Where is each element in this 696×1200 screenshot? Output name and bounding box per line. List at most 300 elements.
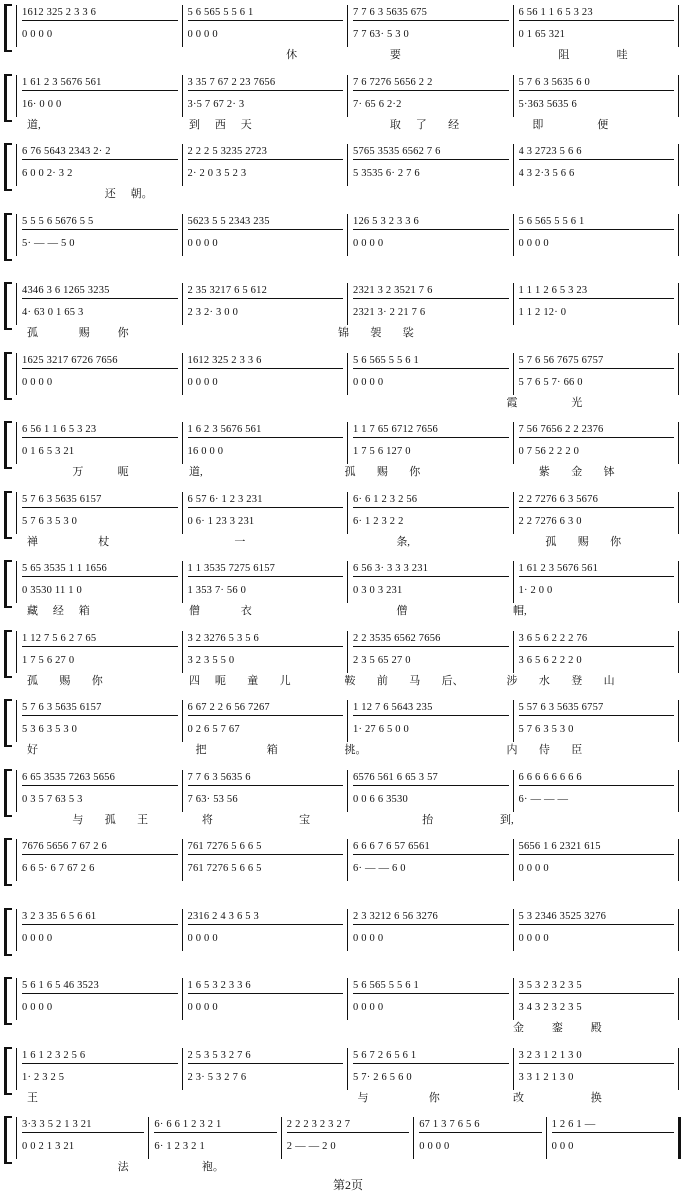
lyric-syllable: 赐 (376, 466, 388, 478)
lyric-syllable: 道, (26, 118, 41, 131)
barline (16, 214, 17, 256)
lyric-line (14, 813, 678, 827)
lyric-syllable: 了 (415, 118, 427, 131)
vocal-line (18, 1001, 680, 1017)
measure: 7 63· 53 56 (187, 793, 238, 805)
measure: 6 56 1 1 6 5 3 23 (519, 6, 675, 21)
measure: 0 1 65 321 (518, 29, 566, 40)
measure: 1 1 3535 7275 6157 (188, 562, 344, 577)
lyric-syllable: 僧 (396, 605, 408, 617)
measure: 6 56 1 1 6 5 3 23 (22, 423, 178, 438)
lyric-syllable: 你 (610, 535, 622, 548)
lyric-syllable: 万 (72, 466, 84, 478)
measure: 5 7 6 3 5635 6157 (22, 493, 178, 508)
measure: 2 35 3217 6 5 612 (188, 284, 344, 299)
lyric-syllable: 水 (538, 674, 550, 687)
measure: 4 3 2·3 5 6 6 (518, 168, 575, 179)
score-system (0, 141, 696, 207)
measure: 2 2 7276 6 3 0 (518, 515, 582, 527)
lyric-syllable: 宝 (299, 813, 311, 826)
melody-line (18, 1118, 680, 1134)
measure: 7 6 7276 5656 2 2 (353, 76, 509, 91)
measure: 1· 2 0 0 (518, 585, 553, 596)
vocal-line (18, 28, 680, 44)
vocal-line (18, 237, 680, 253)
measure: 6576 561 6 65 3 57 (353, 771, 509, 786)
melody-line (18, 493, 680, 509)
lyric-syllable: 你 (91, 674, 103, 687)
measure: 0 0 0 (551, 1141, 574, 1152)
lyric-syllable: 改 (512, 1091, 524, 1104)
measure: 2 3 5 65 27 0 (353, 654, 411, 666)
system-bracket (4, 143, 12, 191)
measure: 1 6 2 3 5676 561 (188, 423, 344, 438)
measure: 2 5 3 5 3 2 7 6 (188, 1049, 344, 1064)
measure: 2 2 3535 6562 7656 (353, 632, 509, 647)
measure: 7· 65 6 2·2 (353, 98, 402, 110)
measure: 3·3 3 5 2 1 3 21 (22, 1118, 144, 1133)
measure: 1· 2 3 2 5 (22, 1071, 65, 1083)
measure: 3 6 5 6 2 2 2 0 (518, 654, 582, 666)
measure: 2 2 7276 6 3 5676 (519, 493, 675, 508)
measure: 0 1 6 5 3 21 (22, 446, 75, 457)
measure: 5 6 1 6 5 46 3523 (22, 979, 178, 994)
barline (16, 5, 17, 47)
measure: 1 1 7 65 6712 7656 (353, 423, 509, 438)
lyric-syllable: 经 (52, 605, 64, 617)
lyric-syllable: 帽, (512, 605, 527, 617)
lyric-line (14, 743, 678, 757)
measure: 7 56 7656 2 2 2376 (519, 423, 675, 438)
measure: 7 7 6 3 5635 675 (353, 6, 509, 21)
barline (16, 561, 17, 603)
system-bracket (4, 908, 12, 956)
system-bracket (4, 630, 12, 678)
measure: 2 2 2 3 2 3 2 7 (287, 1118, 409, 1133)
measure: 1 1 2 12· 0 (518, 307, 567, 318)
measure: 6 6 6 6 6 6 6 6 (519, 771, 675, 786)
melody-line (18, 76, 680, 92)
measure: 3 35 7 67 2 23 7656 (188, 76, 344, 91)
measure: 0 0 0 0 (353, 1002, 384, 1013)
lyric-syllable: 登 (571, 674, 583, 687)
melody-line (18, 145, 680, 161)
lyric-syllable: 霞 (506, 396, 518, 409)
measure: 2 3 3212 6 56 3276 (353, 910, 509, 925)
vocal-line (18, 167, 680, 183)
lyric-syllable: 还 (104, 188, 116, 200)
measure: 0 0 0 0 (22, 29, 53, 40)
measure: 6 6 6 7 6 57 6561 (353, 840, 509, 855)
measure: 16 0 0 0 (187, 446, 224, 457)
melody-line (18, 701, 680, 717)
barline (16, 839, 17, 881)
measure: 0 0 0 0 (518, 932, 549, 944)
lyric-syllable: 即 (532, 118, 544, 131)
lyric-syllable: 马 (409, 674, 421, 687)
barline (16, 492, 17, 534)
measure: 2· 2 0 3 5 2 3 (187, 168, 247, 179)
measure: 2316 2 4 3 6 5 3 (188, 910, 344, 925)
measure: 67 1 3 7 6 5 6 (419, 1118, 541, 1133)
lyric-syllable: 銮 (551, 1022, 563, 1034)
lyric-syllable: 内 (506, 744, 518, 756)
measure: 0 6· 1 23 3 231 (187, 515, 255, 527)
barline (16, 1117, 17, 1159)
lyric-syllable: 殿 (590, 1022, 602, 1034)
lyric-line (14, 1160, 678, 1174)
barline (16, 700, 17, 742)
lyric-syllable: 法 (117, 1161, 129, 1173)
lyric-syllable: 经 (448, 118, 460, 131)
lyric-syllable: 条, (396, 535, 411, 548)
system-bracket (4, 421, 12, 469)
lyric-syllable: 金 (512, 1022, 524, 1034)
measure: 5· — — 5 0 (22, 237, 75, 249)
measure: 0 0 6 6 3530 (353, 793, 408, 805)
measure: 0 0 0 0 (353, 237, 384, 249)
measure: 6 56 3· 3 3 3 231 (353, 562, 509, 577)
melody-line (18, 354, 680, 370)
lyric-syllable: 把 (195, 744, 207, 756)
lyric-syllable: 到, (500, 813, 514, 826)
lyric-line (14, 187, 678, 201)
measure: 16· 0 0 0 (22, 98, 62, 110)
measure: 0 7 56 2 2 2 0 (518, 446, 580, 457)
lyric-syllable: 涉 (506, 674, 518, 687)
vocal-line (18, 793, 680, 809)
measure: 3 5 3 2 3 2 3 5 (519, 979, 675, 994)
lyric-syllable: 孤 (104, 813, 116, 826)
measure: 5 6 565 5 5 6 1 (519, 215, 675, 230)
measure: 4 3 2723 5 6 6 (519, 145, 675, 160)
lyric-syllable: 天 (240, 118, 252, 131)
lyric-syllable: 到 (188, 118, 200, 131)
lyric-syllable: 将 (201, 813, 213, 826)
measure: 6· 6 6 1 2 3 2 1 (154, 1118, 276, 1133)
system-bracket (4, 74, 12, 122)
lyric-line (14, 326, 678, 340)
lyric-syllable: 孤 (545, 535, 557, 548)
barline (16, 75, 17, 117)
lyric-line (14, 118, 678, 132)
measure: 5656 1 6 2321 615 (519, 840, 675, 855)
system-bracket (4, 352, 12, 400)
measure: 0 0 0 0 (22, 376, 53, 388)
measure: 1625 3217 6726 7656 (22, 354, 178, 369)
vocal-line (18, 445, 680, 461)
score-system (0, 489, 696, 555)
measure: 5 7 6 3 5 3 0 (22, 515, 78, 527)
lyric-line (14, 465, 678, 479)
vocal-line (18, 98, 680, 114)
melody-line (18, 632, 680, 648)
measure: 2 2 2 5 3235 2723 (188, 145, 344, 160)
barline (16, 978, 17, 1020)
system-bracket (4, 213, 12, 261)
measure: 3 2 3 5 5 0 (187, 654, 235, 666)
lyric-syllable: 好 (26, 744, 38, 756)
measure: 6 57 6· 1 2 3 231 (188, 493, 344, 508)
lyric-syllable: 袍。 (201, 1161, 224, 1173)
vocal-line (18, 862, 680, 878)
measure: 1 1 1 2 6 5 3 23 (519, 284, 675, 299)
score-system (0, 280, 696, 346)
measure: 4· 63 0 1 65 3 (22, 307, 84, 318)
lyric-syllable: 赐 (78, 327, 90, 339)
score-system (0, 72, 696, 138)
lyric-syllable: 儿 (279, 674, 291, 687)
measure: 1 12 7 6 5643 235 (353, 701, 509, 716)
measure: 5 3 6 3 5 3 0 (22, 724, 78, 735)
measure: 0 0 0 0 (353, 932, 384, 944)
measure: 5765 3535 6562 7 6 (353, 145, 509, 160)
system-bracket (4, 699, 12, 747)
lyric-syllable: 朝。 (130, 188, 153, 200)
measure: 1 61 2 3 5676 561 (22, 76, 178, 91)
lyric-syllable: 你 (409, 466, 421, 478)
measure: 5 3 2346 3525 3276 (519, 910, 675, 925)
vocal-line (18, 584, 680, 600)
score-system (0, 975, 696, 1041)
measure: 1612 325 2 3 3 6 (188, 354, 344, 369)
measure: 6· 1 2 3 2 1 (154, 1141, 205, 1152)
barline (16, 283, 17, 325)
measure: 0 0 0 0 (518, 863, 549, 874)
measure: 0 0 2 1 3 21 (22, 1141, 75, 1152)
lyric-syllable: 杖 (98, 535, 110, 548)
measure: 1 12 7 5 6 2 7 65 (22, 632, 178, 647)
measure: 5 65 3535 1 1 1656 (22, 562, 178, 577)
measure: 0 0 0 0 (518, 237, 549, 249)
score-system (0, 2, 696, 68)
melody-line (18, 284, 680, 300)
lyric-syllable: 孤 (26, 674, 38, 687)
lyric-syllable: 鞍 (344, 674, 356, 687)
lyric-syllable: 侍 (538, 744, 550, 756)
vocal-line (18, 723, 680, 739)
lyric-syllable: 便 (597, 118, 609, 131)
measure: 6 0 0 2· 3 2 (22, 168, 73, 179)
measure: 0 0 0 0 (353, 376, 384, 388)
lyric-syllable: 臣 (571, 744, 583, 756)
measure: 5 6 565 5 5 6 1 (353, 979, 509, 994)
vocal-line (18, 306, 680, 322)
lyric-line (14, 535, 678, 549)
lyric-syllable: 山 (603, 674, 615, 687)
lyric-syllable: 裟 (402, 327, 414, 339)
lyric-syllable: 孤 (26, 327, 38, 339)
system-bracket (4, 1116, 12, 1164)
lyric-syllable: 要 (389, 49, 401, 61)
measure: 0 0 0 0 (22, 932, 53, 944)
lyric-syllable: 紫 (538, 466, 550, 478)
measure: 3 3 1 2 1 3 0 (518, 1071, 574, 1083)
measure: 5 6 565 5 5 6 1 (188, 6, 344, 21)
system-bracket (4, 1047, 12, 1095)
measure: 6· 1 2 3 2 2 (353, 515, 404, 527)
vocal-line (18, 376, 680, 392)
measure: 7 7 63· 5 3 0 (353, 29, 409, 40)
score-system (0, 906, 696, 972)
lyric-syllable: 王 (137, 813, 149, 826)
measure: 1 6 1 2 3 2 5 6 (22, 1049, 178, 1064)
lyric-line (14, 604, 678, 618)
lyric-syllable: 禅 (26, 535, 38, 548)
measure: 5 7 6 5 7· 66 0 (518, 376, 583, 388)
score-system (0, 628, 696, 694)
measure: 5 7 6 3 5 3 0 (518, 724, 574, 735)
measure: 3·5 7 67 2· 3 (187, 98, 245, 110)
lyric-syllable: 后、 (441, 674, 464, 687)
barline (16, 770, 17, 812)
lyric-line (14, 1021, 678, 1035)
lyric-line (14, 48, 678, 62)
measure: 5 6 565 5 5 6 1 (353, 354, 509, 369)
barline (16, 422, 17, 464)
lyric-syllable: 衣 (240, 605, 252, 617)
measure: 2321 3· 2 21 7 6 (353, 307, 426, 318)
barline (16, 1048, 17, 1090)
measure: 0 0 0 0 (419, 1141, 450, 1152)
vocal-line (18, 654, 680, 670)
barline (16, 631, 17, 673)
measure: 6 67 2 2 6 56 7267 (188, 701, 344, 716)
measure: 761 7276 5 6 6 5 (188, 840, 344, 855)
system-bracket (4, 4, 12, 52)
measure: 5 7 6 3 5635 6 0 (519, 76, 675, 91)
lyric-syllable: 呃 (117, 466, 129, 478)
measure: 0 0 0 0 (187, 376, 218, 388)
lyric-syllable: 藏 (26, 605, 38, 617)
barline (16, 353, 17, 395)
measure: 0 3 5 7 63 5 3 (22, 793, 83, 805)
lyric-syllable: 钵 (603, 466, 615, 478)
measure: 0 0 0 0 (187, 1002, 218, 1013)
score-system (0, 211, 696, 277)
measure: 5 57 6 3 5635 6757 (519, 701, 675, 716)
lyric-syllable: 取 (389, 118, 401, 131)
lyric-syllable: 四 (188, 674, 200, 687)
measure: 0 0 0 0 (22, 1002, 53, 1013)
measure: 0 0 0 0 (187, 237, 218, 249)
score-system (0, 1045, 696, 1111)
measure: 2 3 2· 3 0 0 (187, 307, 239, 318)
melody-line (18, 6, 680, 22)
lyric-line (14, 674, 678, 688)
lyric-syllable: 赐 (59, 674, 71, 687)
measure: 2 — — 2 0 (286, 1141, 336, 1152)
measure: 1 7 5 6 127 0 (353, 446, 411, 457)
system-bracket (4, 491, 12, 539)
lyric-syllable: 僧 (188, 605, 200, 617)
measure: 0 0 0 0 (187, 932, 218, 944)
measure: 1 2 6 1 — (552, 1118, 674, 1133)
barline (16, 909, 17, 951)
lyric-syllable: 金 (571, 466, 583, 478)
lyric-syllable: 抬 (422, 813, 434, 826)
measure: 3 4 3 2 3 2 3 5 (518, 1002, 582, 1013)
lyric-syllable: 一 (234, 535, 246, 548)
measure: 1 6 5 3 2 3 3 6 (188, 979, 344, 994)
score-system (0, 419, 696, 485)
lyric-syllable: 挑。 (344, 744, 367, 756)
system-bracket (4, 838, 12, 886)
melody-line (18, 215, 680, 231)
melody-line (18, 771, 680, 787)
score-system (0, 767, 696, 833)
measure: 5 5 5 6 5676 5 5 (22, 215, 178, 230)
measure: 3 2 3276 5 3 5 6 (188, 632, 344, 647)
measure: 0 3530 11 1 0 (22, 585, 82, 596)
system-bracket (4, 977, 12, 1025)
score-system (0, 836, 696, 902)
measure: 2 3· 5 3 2 7 6 (187, 1071, 247, 1083)
system-bracket (4, 282, 12, 330)
score-system (0, 350, 696, 416)
measure: 7 7 6 3 5635 6 (188, 771, 344, 786)
lyric-syllable: 休 (286, 49, 298, 61)
melody-line (18, 423, 680, 439)
measure: 6· — — 6 0 (353, 863, 406, 874)
lyric-syllable: 阻 (558, 49, 570, 61)
lyric-syllable: 光 (571, 396, 583, 409)
vocal-line (18, 515, 680, 531)
melody-line (18, 910, 680, 926)
measure: 3 6 5 6 2 2 2 76 (519, 632, 675, 647)
melody-line (18, 979, 680, 995)
system-bracket (4, 560, 12, 608)
score-system (0, 558, 696, 624)
lyric-line (14, 1091, 678, 1105)
lyric-syllable: 箱 (78, 605, 90, 617)
measure: 5 7 6 56 7675 6757 (519, 354, 675, 369)
lyric-syllable: 与 (357, 1091, 369, 1104)
lyric-syllable: 袈 (370, 327, 382, 339)
lyric-line (14, 396, 678, 410)
measure: 5 6 7 2 6 5 6 1 (353, 1049, 509, 1064)
measure: 1· 27 6 5 0 0 (353, 724, 409, 735)
vocal-line (18, 1140, 680, 1156)
measure: 6· 6 1 2 3 2 56 (353, 493, 509, 508)
measure: 6 6 5· 6 7 67 2 6 (22, 863, 95, 874)
score-system (0, 1114, 696, 1180)
vocal-line (18, 932, 680, 948)
measure: 5·363 5635 6 (518, 98, 577, 110)
measure: 126 5 3 2 3 3 6 (353, 215, 509, 230)
measure: 0 0 0 0 (187, 29, 218, 40)
measure: 3 2 3 35 6 5 6 61 (22, 910, 178, 925)
lyric-syllable: 前 (376, 674, 388, 687)
measure: 5623 5 5 2343 235 (188, 215, 344, 230)
measure: 3 2 3 1 2 1 3 0 (519, 1049, 675, 1064)
lyric-syllable: 你 (117, 327, 129, 339)
lyric-syllable: 你 (428, 1091, 440, 1104)
lyric-syllable: 西 (214, 118, 226, 131)
measure: 761 7276 5 6 6 5 (187, 863, 262, 874)
measure: 0 2 6 5 7 67 (187, 724, 240, 735)
measure: 6· — — — (518, 793, 569, 805)
system-bracket (4, 769, 12, 817)
lyric-syllable: 赐 (577, 535, 589, 548)
measure: 6 65 3535 7263 5656 (22, 771, 178, 786)
measure: 5 7 6 3 5635 6157 (22, 701, 178, 716)
lyric-syllable: 锦 (338, 327, 349, 339)
barline (16, 144, 17, 186)
measure: 7676 5656 7 67 2 6 (22, 840, 178, 855)
melody-line (18, 1049, 680, 1065)
lyric-syllable: 箱 (266, 744, 278, 756)
